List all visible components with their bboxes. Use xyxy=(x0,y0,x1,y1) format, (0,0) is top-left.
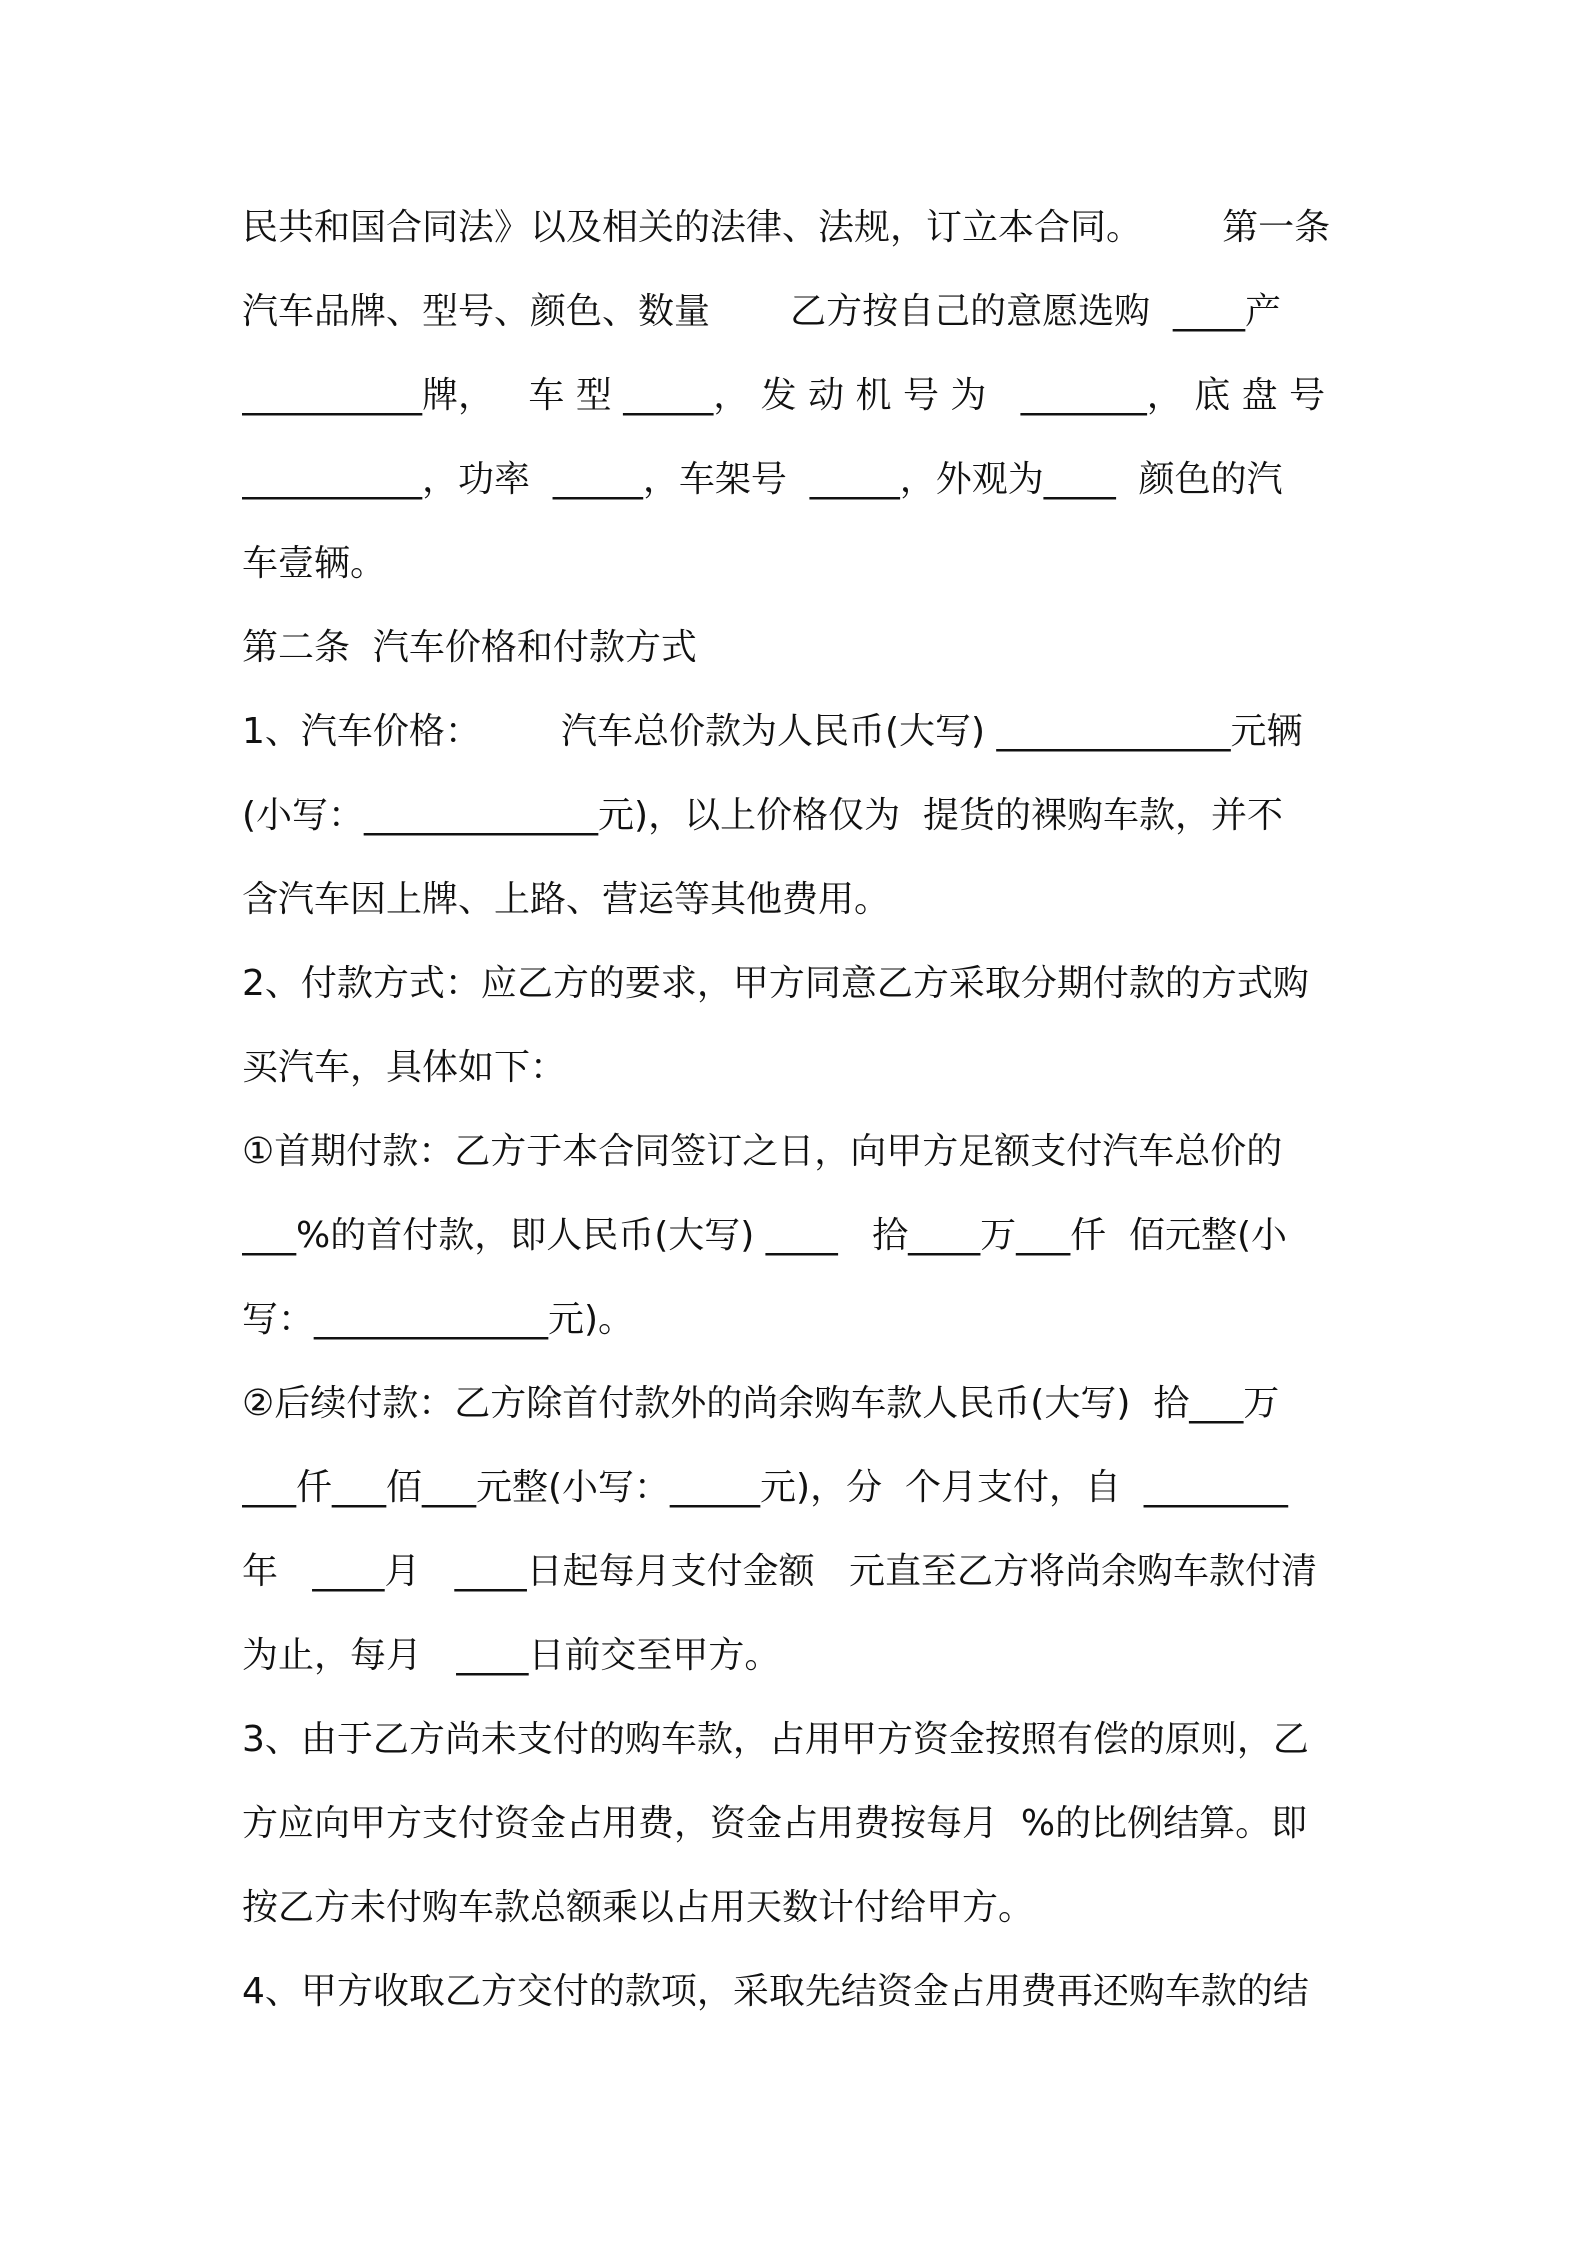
text-line: 年 ____月 ____日起每月支付金额 元直至乙方将尚余购车款付清 xyxy=(242,1551,1317,1592)
text-line: ___%的首付款，即人民币(大写) ____ 拾____万___仟 佰元整(小 xyxy=(242,1215,1288,1256)
text-line: ___仟___佰___元整(小写：_____元)，分 个月支付，自 ________ xyxy=(242,1467,1288,1508)
text-line: 为止，每月 ____日前交至甲方。 xyxy=(242,1635,781,1676)
text-line: 4、甲方收取乙方交付的款项，采取先结资金占用费再还购车款的结 xyxy=(242,1971,1309,2012)
text-line: __________，功率 _____，车架号 _____，外观为____ 颜色的汽 xyxy=(242,459,1283,500)
text-line: 车壹辆。 xyxy=(242,543,387,584)
text-line: 民共和国合同法》以及相关的法律、法规，订立本合同。 第一条 xyxy=(242,207,1331,248)
text-line: 3、由于乙方尚未支付的购车款，占用甲方资金按照有偿的原则，乙 xyxy=(242,1719,1309,1760)
text-line: 1、汽车价格： 汽车总价款为人民币(大写) _____________元辆 xyxy=(242,711,1303,752)
text-line: __________牌， 车 型 _____， 发 动 机 号 为 _______， 底 盘 号 xyxy=(242,375,1326,416)
text-line: 方应向甲方支付资金占用费，资金占用费按每月 %的比例结算。即 xyxy=(242,1803,1308,1844)
text-line: 写：_____________元)。 xyxy=(242,1299,635,1340)
text-line: 按乙方未付购车款总额乘以占用天数计付给甲方。 xyxy=(242,1887,1035,1928)
text-line: ②后续付款：乙方除首付款外的尚余购车款人民币(大写) 拾___万 xyxy=(242,1383,1280,1424)
text-line: ①首期付款：乙方于本合同签订之日，向甲方足额支付汽车总价的 xyxy=(242,1131,1283,1172)
text-line: 2、付款方式：应乙方的要求，甲方同意乙方采取分期付款的方式购 xyxy=(242,963,1309,1004)
text-line: 汽车品牌、型号、颜色、数量 乙方按自己的意愿选购 ____产 xyxy=(242,291,1281,332)
section-heading: 第二条 汽车价格和付款方式 xyxy=(242,627,697,668)
text-line: 买汽车，具体如下： xyxy=(242,1047,567,1088)
text-line: 含汽车因上牌、上路、营运等其他费用。 xyxy=(242,879,891,920)
text-line: (小写：_____________元)，以上价格仅为 提货的裸购车款，并不 xyxy=(242,795,1283,836)
